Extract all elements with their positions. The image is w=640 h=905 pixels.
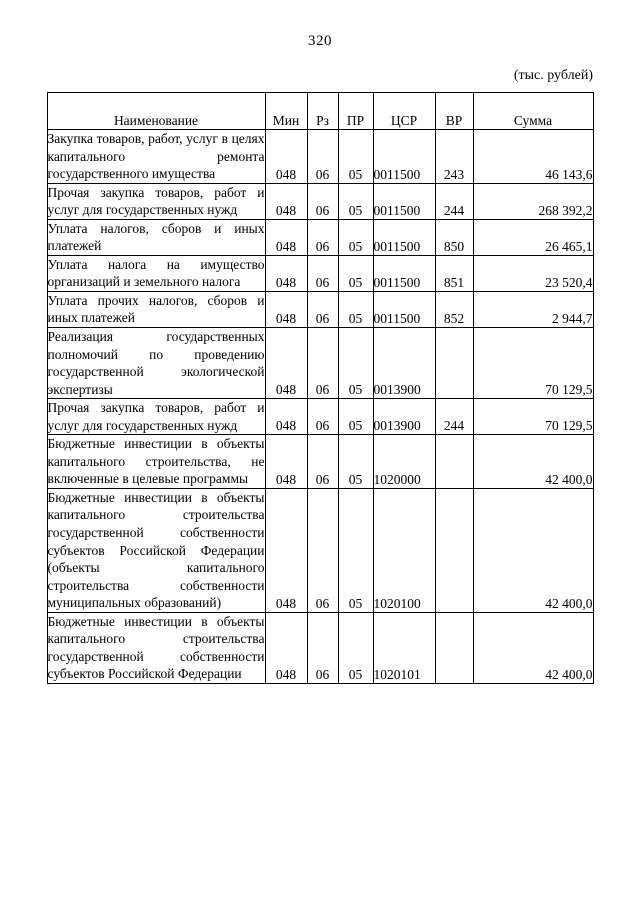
row-rz: 06 — [307, 255, 338, 291]
row-rz: 06 — [307, 291, 338, 327]
row-vr: 243 — [435, 130, 473, 184]
table-row — [47, 291, 593, 327]
row-name: Бюджетные инвестиции в объекты капитального строительства государственной собственности субъектов Российской Федерации — [47, 612, 265, 683]
column-header-rz: Рз — [307, 93, 338, 130]
row-name: Уплата прочих налогов, сборов и иных платежей — [47, 291, 265, 327]
row-min: 048 — [265, 488, 307, 612]
row-pr: 05 — [338, 255, 373, 291]
row-vr — [435, 612, 473, 683]
table-row — [47, 255, 593, 291]
row-pr: 05 — [338, 612, 373, 683]
table-row — [47, 435, 593, 489]
row-min: 048 — [265, 328, 307, 399]
row-csr: 1020100 — [373, 488, 435, 612]
row-csr: 0011500 — [373, 291, 435, 327]
table-body — [47, 130, 593, 684]
row-min: 048 — [265, 183, 307, 219]
row-name: Закупка товаров, работ, услуг в целях капитального ремонта государственного имущества — [47, 130, 265, 184]
table-row — [47, 328, 593, 399]
units-note: (тыс. рублей) — [513, 68, 593, 83]
row-pr: 05 — [338, 435, 373, 489]
column-header-vr: ВР — [435, 93, 473, 130]
row-csr: 0013900 — [373, 328, 435, 399]
row-csr: 0011500 — [373, 219, 435, 255]
row-name: Реализация государственных полномочий по проведению государственной экологической экспертизы — [47, 328, 265, 399]
table-row — [47, 399, 593, 435]
row-sum: 26 465,1 — [473, 219, 593, 255]
row-vr — [435, 328, 473, 399]
row-rz: 06 — [307, 488, 338, 612]
row-sum: 2 944,7 — [473, 291, 593, 327]
table-row — [47, 130, 593, 184]
row-pr: 05 — [338, 130, 373, 184]
table-header-row — [47, 93, 593, 130]
row-pr: 05 — [338, 219, 373, 255]
row-min: 048 — [265, 612, 307, 683]
row-pr: 05 — [338, 488, 373, 612]
row-pr: 05 — [338, 183, 373, 219]
row-sum: 46 143,6 — [473, 130, 593, 184]
row-vr: 850 — [435, 219, 473, 255]
row-sum: 70 129,5 — [473, 399, 593, 435]
row-min: 048 — [265, 255, 307, 291]
row-name: Уплата налогов, сборов и иных платежей — [47, 219, 265, 255]
column-header-min: Мин — [265, 93, 307, 130]
row-vr: 851 — [435, 255, 473, 291]
row-rz: 06 — [307, 219, 338, 255]
row-csr: 1020101 — [373, 612, 435, 683]
row-name: Прочая закупка товаров, работ и услуг для государственных нужд — [47, 399, 265, 435]
row-vr: 244 — [435, 399, 473, 435]
budget-table — [47, 92, 594, 684]
row-sum: 268 392,2 — [473, 183, 593, 219]
row-sum: 23 520,4 — [473, 255, 593, 291]
table-row — [47, 488, 593, 612]
row-rz: 06 — [307, 328, 338, 399]
row-min: 048 — [265, 291, 307, 327]
row-csr: 0011500 — [373, 183, 435, 219]
row-rz: 06 — [307, 130, 338, 184]
row-sum: 42 400,0 — [473, 435, 593, 489]
row-rz: 06 — [307, 399, 338, 435]
row-pr: 05 — [338, 399, 373, 435]
row-csr: 1020000 — [373, 435, 435, 489]
page-number: 320 — [308, 33, 332, 49]
row-min: 048 — [265, 219, 307, 255]
row-pr: 05 — [338, 291, 373, 327]
table-header — [47, 93, 593, 130]
row-min: 048 — [265, 435, 307, 489]
row-rz: 06 — [307, 435, 338, 489]
column-header-name: Наименование — [47, 93, 265, 130]
row-csr: 0011500 — [373, 255, 435, 291]
table-row — [47, 612, 593, 683]
row-name: Бюджетные инвестиции в объекты капитального строительства, не включенные в целевые программы — [47, 435, 265, 489]
row-rz: 06 — [307, 612, 338, 683]
row-name: Бюджетные инвестиции в объекты капитального строительства государственной собственности субъектов Российской Федерации (объекты капитального строительства собственности муниципальных образований) — [47, 488, 265, 612]
column-header-pr: ПР — [338, 93, 373, 130]
row-vr: 852 — [435, 291, 473, 327]
row-min: 048 — [265, 130, 307, 184]
table-row — [47, 183, 593, 219]
column-header-sum: Сумма — [473, 93, 593, 130]
row-sum: 42 400,0 — [473, 488, 593, 612]
row-vr — [435, 435, 473, 489]
column-header-csr: ЦСР — [373, 93, 435, 130]
table-row — [47, 219, 593, 255]
row-min: 048 — [265, 399, 307, 435]
row-csr: 0011500 — [373, 130, 435, 184]
row-vr — [435, 488, 473, 612]
row-name: Уплата налога на имущество организаций и земельного налога — [47, 255, 265, 291]
row-sum: 70 129,5 — [473, 328, 593, 399]
row-sum: 42 400,0 — [473, 612, 593, 683]
row-pr: 05 — [338, 328, 373, 399]
row-name: Прочая закупка товаров, работ и услуг для государственных нужд — [47, 183, 265, 219]
row-vr: 244 — [435, 183, 473, 219]
row-csr: 0013900 — [373, 399, 435, 435]
row-rz: 06 — [307, 183, 338, 219]
